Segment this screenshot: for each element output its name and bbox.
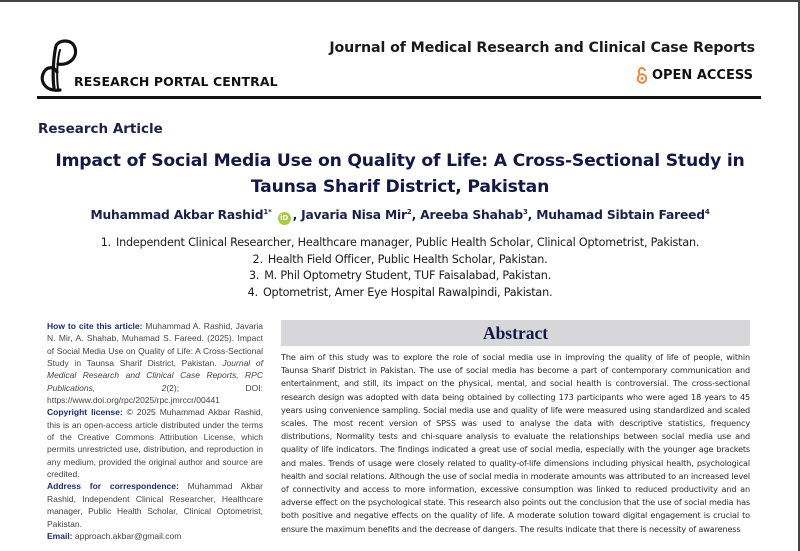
abstract-heading: Abstract — [281, 320, 750, 346]
affiliation-list — [40, 235, 760, 301]
author-name: Muhamad Sibtain Fareed — [536, 208, 705, 222]
author-name: Javaria Nisa Mir — [301, 208, 407, 222]
publisher-name: RESEARCH PORTAL CENTRAL — [74, 74, 278, 89]
affiliation-item: 1. Independent Clinical Researcher, Healthcare manager, Public Health Scholar, Clinical Optometrist, Pakistan. — [100, 236, 700, 249]
header-divider — [37, 96, 761, 99]
citation-label: How to cite this article: — [47, 321, 143, 331]
author-name: Areeba Shahab — [420, 208, 523, 222]
author-name: Muhammad Akbar Rashid — [90, 208, 264, 222]
affiliation-item: 4. Optometrist, Amer Eye Hospital Rawalpindi, Pakistan. — [247, 285, 553, 299]
correspondence-label: Address for correspondence: — [47, 481, 179, 492]
author-affiliation-mark: 4 — [704, 208, 710, 216]
author-affiliation-mark: 1* — [263, 208, 272, 216]
article-type: Research Article — [38, 121, 163, 137]
abstract-body: The aim of this study was to explore the role of social media use in improving the quality of life of people, within Taunsa Sharif District in Pakistan. The use of social media has become a part of contemporary communication and entertainment, and still, its impact on the physical, mental, and social health is controversial. The cross-sectional research design was adopted with data being obtained by collecting 173 participants who were aged 18 years to 45 years using convenience sampling. Social media use and quality of life were measured using standardized and scaled scales. The most recent version of SPSS was used to analyse the data with descriptive statistics, frequency distributions, Normality tests and chi-square analysis to evaluate the relationships between social media use and quality of life indicators. The findings indicated a great use of social media, especially with the younger age brackets and males. Trends of usage were closely related to quality-of-life dimensions including physical health, psychological health and social relations. Although the use of social media in moderate amounts was attributed to an increased level of connectivity and access to more information, excessive consumption was linked to reduced productivity and an adverse effect on the psychological state. This research also points out the conclusion that the use of social media has both positive and negative effects on the quality of life. A moderate solution toward digital engagement is crucial to ensure the maximum benefits and the decrease of dangers. The results indicate that there is necessity of awareness — [281, 352, 750, 534]
open-access-label: OPEN ACCESS — [651, 68, 753, 83]
correspondence-block: Address for correspondence: Muhammad Akbar Rashid, Independent Clinical Researcher, Healthcare manager, Public Health Scholar, Clinical Optometrist, Pakistan. — [47, 481, 263, 529]
citation-journal: Journal of Medical Research and Clinical Case Reports, RPC Publications, 2 — [47, 358, 263, 393]
article-info-sidebar — [47, 320, 263, 542]
open-access-badge — [636, 67, 753, 84]
email-link[interactable]: approach.akbar@gmail.com — [72, 530, 182, 541]
author-affiliation-mark: 3 — [522, 208, 528, 216]
journal-title: Journal of Medical Research and Clinical Case Reports — [329, 40, 755, 56]
author-list: Muhammad Akbar Rashid$^{1*}$ iD , Javaria Nisa Mir$^2$, Areeba Shahab$^3$, Muhamad Sibtain Fareed$^4$ — [40, 208, 760, 225]
email-block — [47, 530, 263, 542]
citation-doi[interactable]: ; DOI: https://www.doi.org/rpc/2025/rpc.jmrccr/00441 — [47, 382, 263, 406]
open-lock-icon — [636, 67, 648, 84]
author-affiliation-mark: 2 — [406, 208, 412, 216]
affiliation-item: 3. M. Phil Optometry Student, TUF Faisalabad, Pakistan. — [248, 269, 552, 282]
article-title: Impact of Social Media Use on Quality of Life: A Cross-Sectional Study in Taunsa Sharif District, Pakistan — [55, 151, 745, 197]
copyright-label: Copyright license: — [47, 407, 123, 418]
orcid-icon[interactable]: iD — [278, 212, 291, 225]
publisher-logo-icon — [38, 38, 78, 94]
citation-block: How to cite this article: Muhammad A. Rashid, Javaria N. Mir, A. Shahab, Muhamad S. Fareed. (2025). Impact of Social Media Use on Quality of Life: A Cross-Sectional Study in Taunsa Sharif District, Pakistan. Journal of Medical Research and Clinical Case Reports, RPC Publications, 2(2); DOI: https://www.doi.org/rpc/2025/rpc.jmrccr/00441 — [47, 321, 263, 406]
email-label: Email: — [47, 530, 73, 541]
copyright-block: Copyright license: © 2025 Muhammad Akbar Rashid, this is an open-access article distributed under the terms of the Creative Commons Attribution License, which permits unrestricted use, distribution, and reproduction in any medium, provided the original author and source are credited. — [47, 407, 263, 480]
affiliation-item: 2. Health Field Officer, Public Health Scholar, Pakistan. — [252, 252, 548, 266]
